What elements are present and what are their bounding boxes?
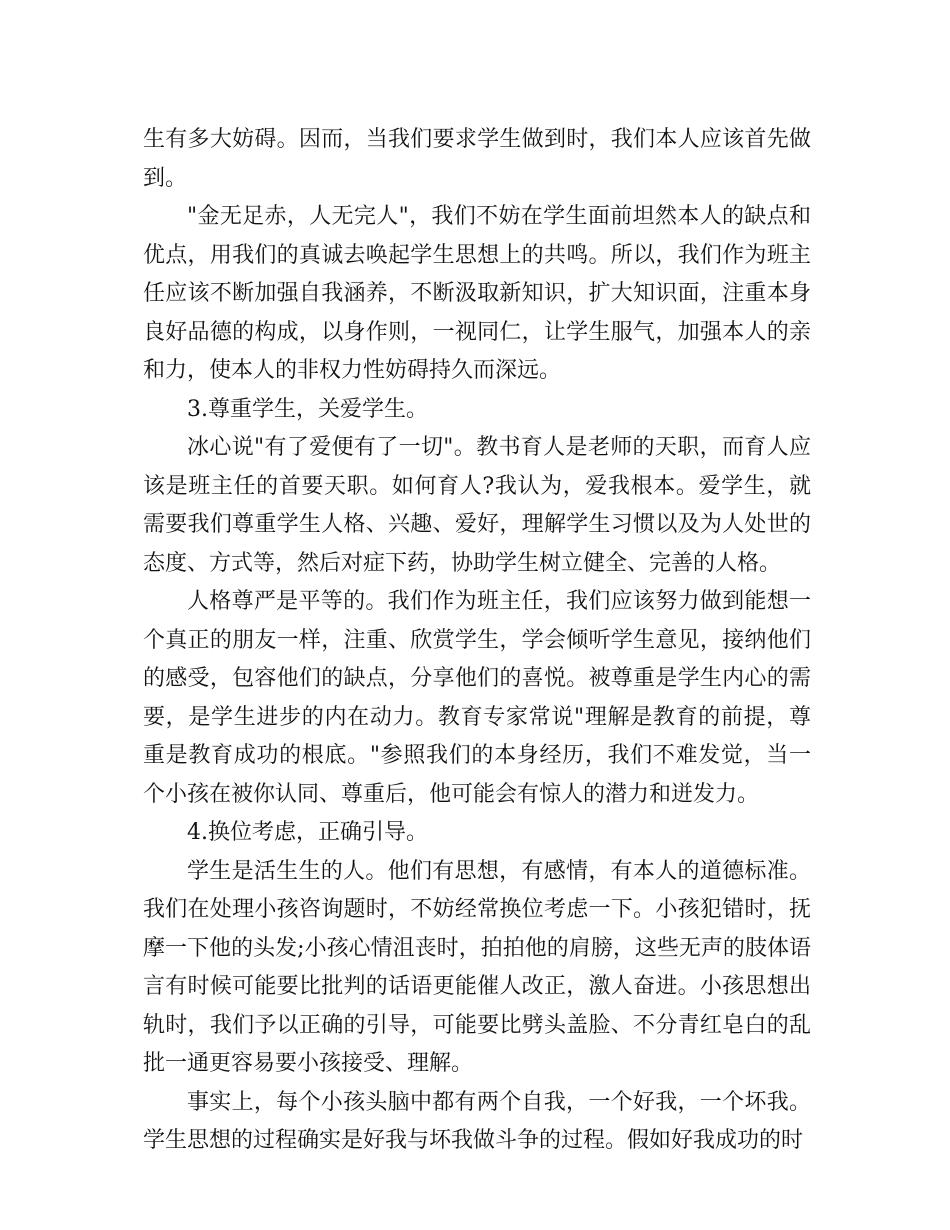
section-heading-3: 3.尊重学生，关爱学生。 [187, 396, 428, 422]
paragraph-5: 人格尊严是平等的。我们作为班主任，我们应该努力做到能想一个真正的朋友一样，注重、欣赏学生，学会倾听学生意见，接纳他们的感受，包容他们的缺点，分享他们的喜悦。被尊重是学生内心的需要，是学生进步的内在动力。教育专家常说"理解是教育的前提，尊重是教育成功的根底。"参照我们的本身经历，我们不难发觉，当一个小孩在被你认同、尊重后，他可能会有惊人的潜力和迸发力。 [143, 589, 811, 807]
paragraph-1: 生有多大妨碍。因而，当我们要求学生做到时，我们本人应该首先做到。 [143, 127, 811, 191]
paragraph-4: 冰心说"有了爱便有了一切"。教书育人是老师的天职，而育人应该是班主任的首要天职。如何育人?我认为，爱我根本。爱学生，就需要我们尊重学生人格、兴趣、爱好，理解学生习惯以及为人处世的态度、方式等，然后对症下药，协助学生树立健全、完善的人格。 [143, 435, 811, 576]
section-heading-4: 4.换位考虑，正确引导。 [187, 820, 428, 845]
document-body [143, 121, 811, 1161]
paragraph-7: 学生是活生生的人。他们有思想，有感情，有本人的道德标准。我们在处理小孩咨询题时，不妨经常换位考虑一下。小孩犯错时，抚摩一下他的头发;小孩心情沮丧时，拍拍他的肩膀，这些无声的肢体语言有时候可能要比批判的话语更能催人改正，激人奋进。小孩思想出轨时，我们予以正确的引导，可能要比劈头盖脸、不分青红皂白的乱批一通更容易要小孩接受、理解。 [143, 858, 811, 1076]
paragraph-2: "金无足赤，人无完人"，我们不妨在学生面前坦然本人的缺点和优点，用我们的真诚去唤起学生思想上的共鸣。所以，我们作为班主任应该不断加强自我涵养，不断汲取新知识，扩大知识面，注重本身良好品德的构成，以身作则，一视同仁，让学生服气，加强本人的亲和力，使本人的非权力性妨碍持久而深远。 [143, 204, 811, 383]
paragraph-8: 事实上，每个小孩头脑中都有两个自我，一个好我，一个坏我。学生思想的过程确实是好我与坏我做斗争的过程。假如好我成功的时 [143, 1089, 811, 1153]
